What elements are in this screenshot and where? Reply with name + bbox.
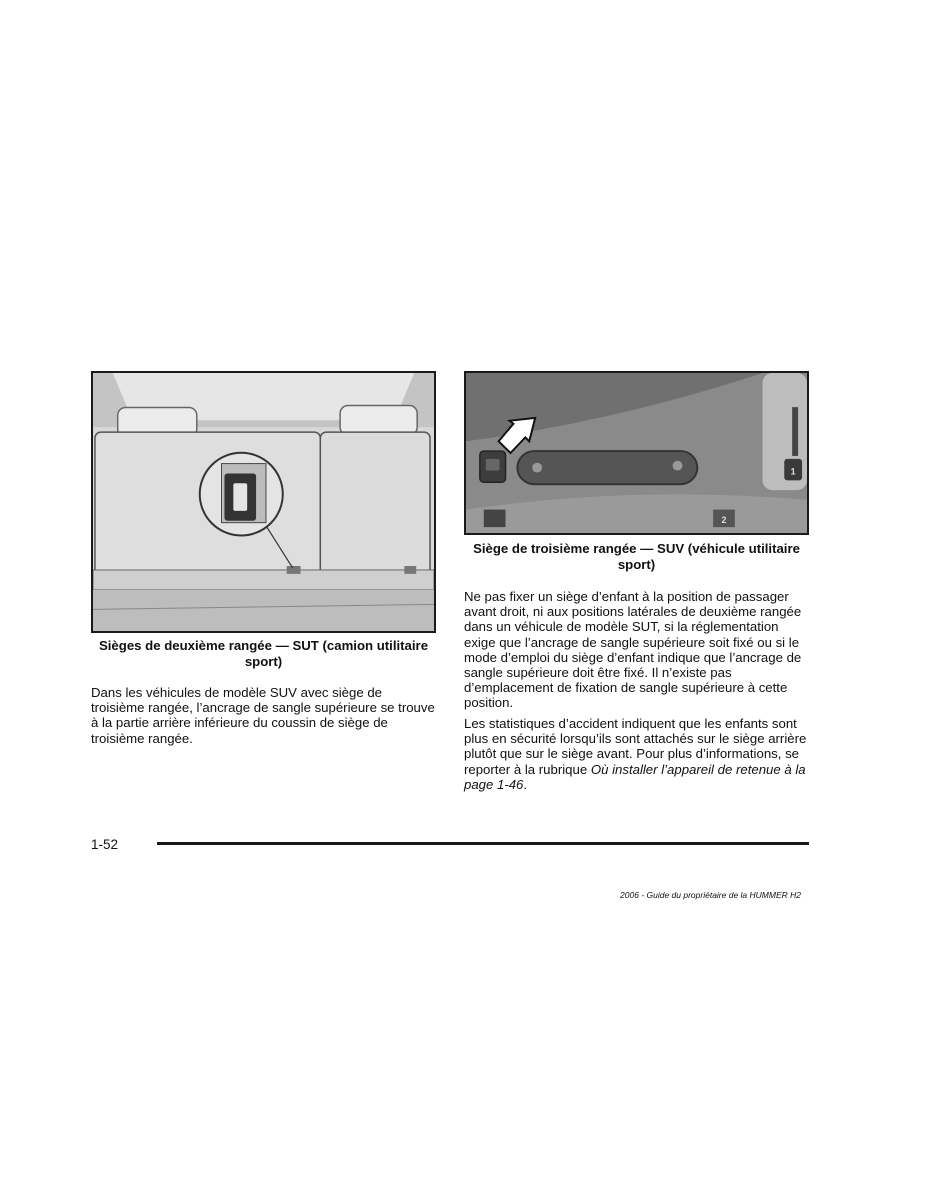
footer-divider [157,842,809,845]
right-paragraph-2 [464,716,809,792]
page-number: 1-52 [91,837,119,852]
third-row-seat-photo [464,371,809,535]
label-2: 2 [721,515,727,526]
right-paragraph-2-end: . [523,776,528,792]
second-row-seats-illustration [91,371,436,633]
left-figure-caption: Sièges de deuxième rangée — SUT (camion utilitaire sport) [98,638,429,669]
second-row-seats-drawing [93,373,434,631]
right-paragraph-2-text: Les statistiques d’accident indiquent que les enfants sont plus en sécurité lorsqu’ils sont attachés sur le siège arrière plutôt que sur le siège avant. Pour plus d’informations, se reporter à la rubrique [464,716,807,777]
third-row-seat-drawing [466,373,807,533]
right-figure-caption: Siège de troisième rangée — SUV (véhicule utilitaire sport) [473,541,800,572]
cross-reference-link[interactable]: Où installer l’appareil de retenue à la page 1-46 [464,761,806,792]
label-1: 1 [790,466,796,477]
right-paragraph-1: Ne pas fixer un siège d’enfant à la position de passager avant droit, ni aux positions latérales de deuxième rangée dans un véhicule de modèle SUT, si la réglementation exige que l’ancrage de sangle supérieure soit fixé ou si le mode d’emploi du siège d’enfant indique que l’ancrage de sangle supérieure doit être fixé. Il n’existe pas d’emplacement de fixation de sangle supérieure à cette position. [464,589,802,711]
left-paragraph: Dans les véhicules de modèle SUV avec siège de troisième rangée, l’ancrage de sangle supérieure se trouve à la partie arrière inférieure du coussin de siège de troisième rangée. [91,685,435,746]
footer-text: 2006 - Guide du propriétaire de la HUMMER H2 [620,890,801,900]
